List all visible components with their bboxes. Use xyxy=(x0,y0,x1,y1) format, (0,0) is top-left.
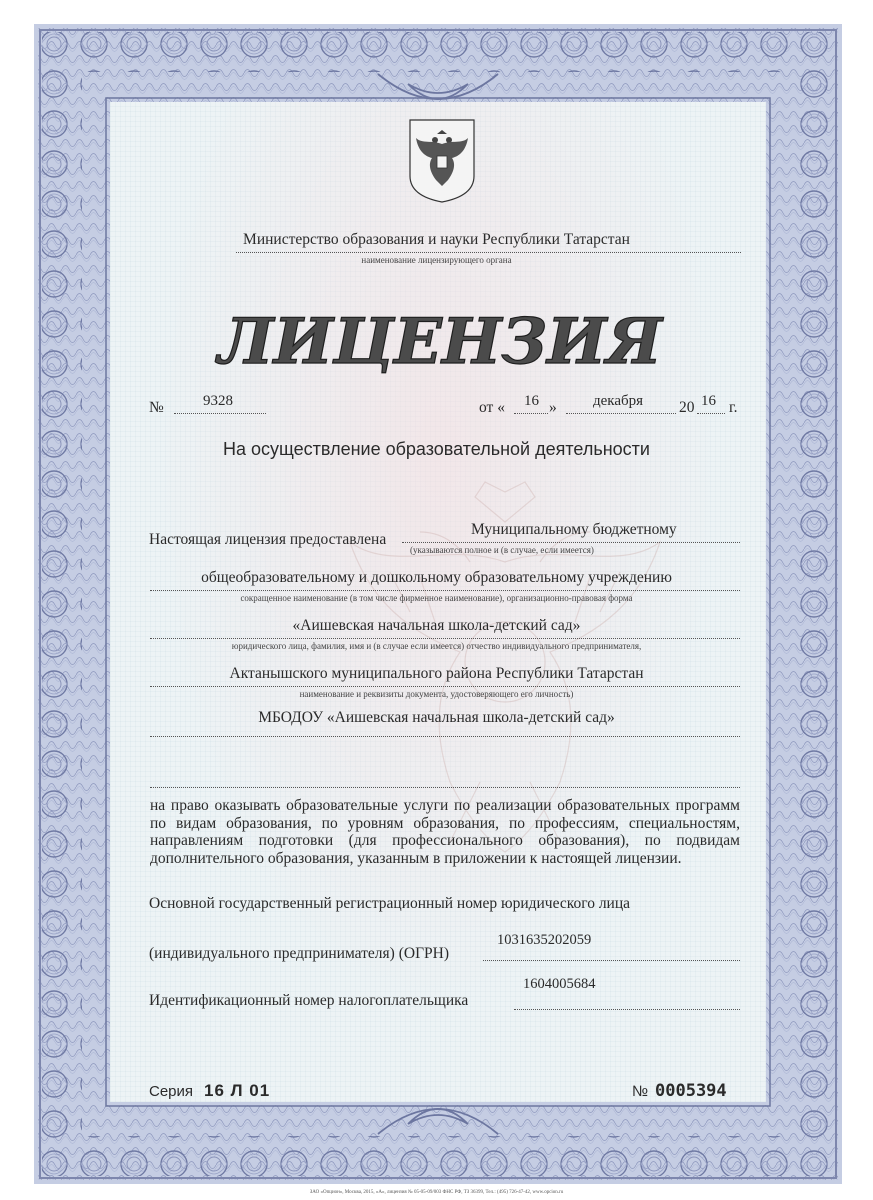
printer-imprint: ЗАО «Опцион», Москва, 2015, «А», лицензия № 05-05-09/003 ФНС РФ, ТЗ 36399, Тел.: (495) 726-47-42, www.opcion.ru xyxy=(309,1190,564,1195)
grantee-underline-6 xyxy=(150,787,740,788)
number-underline xyxy=(174,413,266,414)
blank-number: 0005394 xyxy=(655,1081,727,1101)
month-underline xyxy=(566,413,676,414)
ogrn-label-2: (индивидуального предпринимателя) (ОГРН) xyxy=(149,945,450,962)
number-label: № xyxy=(149,399,164,416)
grantee-caption-1: (указываются полное и (в случае, если имеется) xyxy=(410,545,594,555)
grantee-line-4: Актанышского муниципального района Республики Татарстан xyxy=(229,665,644,682)
license-year: 16 xyxy=(701,393,716,409)
grantee-underline-5 xyxy=(150,736,740,737)
series-value: 16 Л 01 xyxy=(204,1081,271,1100)
authority-caption: наименование лицензирующего органа xyxy=(361,255,512,265)
grantee-caption-2: сокращенное наименование (в том числе фирменное наименование), организационно-правовая форма xyxy=(240,593,633,603)
grantee-underline-3 xyxy=(150,638,740,639)
svg-text:ЛИЦЕНЗИЯ: ЛИЦЕНЗИЯ xyxy=(217,304,663,378)
inn-label: Идентификационный номер налогоплательщика xyxy=(149,992,469,1009)
grantee-line-2: общеобразовательному и дошкольному образовательному учреждению xyxy=(201,569,672,586)
grantee-line-3: «Аишевская начальная школа-детский сад» xyxy=(292,617,581,634)
series-label: Серия xyxy=(149,1083,194,1100)
license-number: 9328 xyxy=(203,393,233,409)
year-prefix: 20 xyxy=(679,399,695,416)
document-title xyxy=(217,300,663,378)
grantee-underline-2 xyxy=(150,590,740,591)
date-from-label: от « xyxy=(479,399,505,416)
grantee-intro: Настоящая лицензия предоставлена xyxy=(149,531,387,548)
ogrn-label-1: Основной государственный регистрационный номер юридического лица xyxy=(149,895,631,912)
rights-paragraph: на право оказывать образовательные услуги по реализации образовательных программ по видам образования, по уровням образования, по профессиям, специальностям, направлениям подготовки (для профессионального образования), по подвидам дополнительного образования, указанным в приложении к настоящей лицензии. xyxy=(150,797,740,867)
inn-underline xyxy=(514,1009,740,1010)
day-underline xyxy=(514,413,548,414)
inn-value: 1604005684 xyxy=(523,976,596,992)
year-suffix: г. xyxy=(729,399,738,416)
authority-underline xyxy=(236,252,741,253)
license-month: декабря xyxy=(593,393,644,409)
grantee-caption-3: юридического лица, фамилия, имя и (в случае если имеется) отчество индивидуального предпринимателя, xyxy=(231,641,642,651)
grantee-short-name: МБОДОУ «Аишевская начальная школа-детский сад» xyxy=(258,709,615,726)
ogrn-value: 1031635202059 xyxy=(497,932,592,948)
license-day: 16 xyxy=(524,393,539,409)
blank-number-label: № xyxy=(632,1083,649,1100)
ogrn-underline xyxy=(483,960,740,961)
licensing-authority: Министерство образования и науки Республики Татарстан xyxy=(243,231,630,248)
grantee-underline-1 xyxy=(402,542,740,543)
grantee-underline-4 xyxy=(150,686,740,687)
grantee-caption-4: наименование и реквизиты документа, удостоверяющего его личность) xyxy=(299,689,574,699)
day-close-quote: » xyxy=(549,399,557,416)
year-underline xyxy=(697,413,725,414)
license-subject: На осуществление образовательной деятельности xyxy=(223,439,650,459)
coat-of-arms-icon xyxy=(408,118,476,204)
grantee-line-1: Муниципальному бюджетному xyxy=(471,521,677,538)
